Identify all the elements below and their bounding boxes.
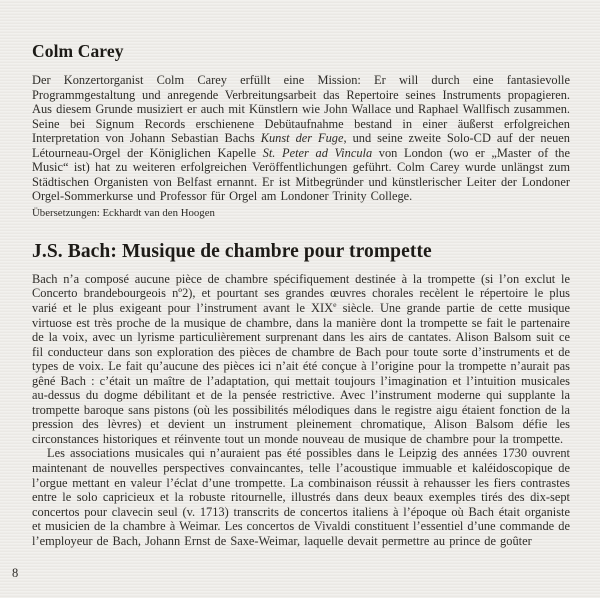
essay-paragraph-2: Les associations musicales qui n’auraient pas été possibles dans le Leipzig des années 1730 ouvrent maintenant de nouvelles perspectives convaincantes, telle l’acoustique immuable et kaléidoscopique de l’orgue mettant en valeur l’éclat d’une trompette. La combinaison réussit à rehausser les fiers contrastes entre le solo capricieux et la robuste ritournelle, illustrés dans deux beaux exemples tirés des dix-sept concertos pour clavecin seul (v. 1713) transcrits de concertos italiens à l’époque où Bach était organiste et musicien de la chambre à Weimar. Les concertos de Vivaldi constituent l’essentiel d’une commande de l’employeur de Bach, Johann Ernst de Saxe-Weimar, laquelle devait permettre au prince de goûter xyxy=(32,446,570,548)
page-number: 8 xyxy=(12,566,19,580)
essay-paragraph-1: Bach n’a composé aucune pièce de chambre spécifiquement destinée à la trompette (si l’on exclut le Concerto brandebourgeois nº2), et pourtant ses grandes œuvres chorales recèlent le répertoire le plus varié et le plus exigeant pour l’instrument avant le XIXe siècle. Une grande partie de cette musique virtuose est très proche de la musique de chambre, dans la manière dont la trompette se fait le partenaire de la voix, avec un lyrisme particulièrement surprenant dans les airs de cantates. Alison Balsom suit ce fil conducteur dans son exploration des pièces de chambre de Bach pour toute sorte d’instruments et de types de voix. Le fait qu’aucune des pièces ici n’ait été conçue à l’origine pour la trompette n’aurait pas gêné Bach : c’était un maître de l’adaptation, qui mettait toujours l’imagination et l’intuition musicales au-dessus du dogme débilitant et de la pensée restrictive. Avec l’instrument moderne qui supplante la trompette baroque sans pistons (où les possibilités mélodiques dans le registre aigu étaient fonction de la pression des lèvres) et devient un instrument pleinement chromatique, Alison Balsom défie les circonstances historiques et réinvente tout un monde nouveau de musique de chambre pour la trompette. xyxy=(32,271,570,446)
translator-credit: Übersetzungen: Eckhardt van den Hoogen xyxy=(32,206,215,219)
page-content xyxy=(32,41,570,548)
artist-bio-german: Der Konzertorganist Colm Carey erfüllt eine Mission: Er will durch eine fantasievolle Programmgestaltung und anregende Verbreitungsarbeit das Repertoire seines Instruments propagieren. Aus diesem Grunde musiziert er auch mit Künstlern wie John Wallace und Raphael Wallfisch zusammen. Seine bei Signum Records erschienene Debütaufnahme bestand in einer äußerst erfolgreichen Interpretation von Johann Sebastian Bachs Kunst der Fuge, und seine zweite Solo-CD auf der neuen Létourneau-Orgel der Königlichen Kapelle St. Peter ad Vincula von London (wo er „Master of the Music“ ist) hat zu weiteren erfolgreichen Veröffentlichungen geführt. Colm Carey wurde unlängst zum Städtischen Organisten von Belfast ernannt. Er ist Mitbegründer und künstlerischer Leiter der Londoner Orgel-Sommerkurse und Professor für Orgel am Londoner Trinity College. xyxy=(32,73,571,204)
artist-name-heading: Colm Carey xyxy=(32,41,124,61)
essay-title: J.S. Bach: Musique de chambre pour trompette xyxy=(32,240,432,262)
